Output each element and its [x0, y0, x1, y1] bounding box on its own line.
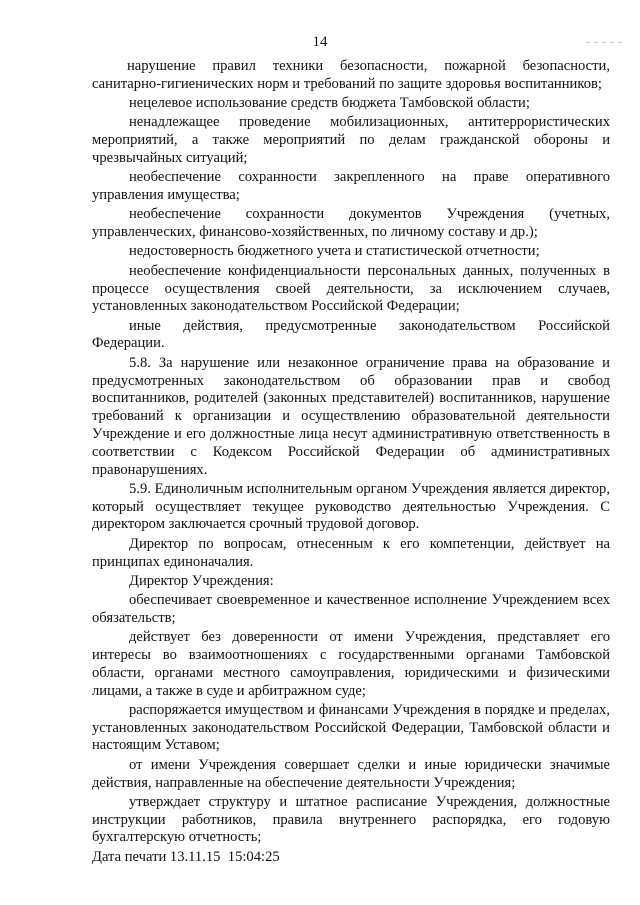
scan-artifact: [586, 42, 626, 43]
paragraph-section-5-9: 5.9. Единоличным исполнительным органом Учреждения является директор, который осуществляет текущее руководство деятельностью Учреждения. С директором заключается срочный трудовой договор.: [92, 480, 610, 533]
print-date-footer: Дата печати 13.11.15 15:04:25: [92, 849, 280, 865]
paragraph: ненадлежащее проведение мобилизационных, антитеррористических мероприятий, а также мероприятий по делам гражданской обороны и чрезвычайных ситуаций;: [92, 114, 610, 166]
paragraph: нецелевое использование средств бюджета Тамбовской области;: [129, 95, 530, 112]
paragraph: от имени Учреждения совершает сделки и иные юридически значимые действия, направленные на обеспечение деятельности Учреждения;: [92, 756, 610, 791]
paragraph: иные действия, предусмотренные законодательством Российской Федерации.: [92, 317, 610, 352]
paragraph: Директор Учреждения:: [129, 572, 274, 589]
paragraph: утверждает структуру и штатное расписание Учреждения, должностные инструкции работников, правила внутреннего распорядка, его годовую бухгалтерскую отчетность;: [92, 793, 610, 846]
paragraph: обеспечивает своевременное и качественное исполнение Учреждением всех обязательств;: [92, 592, 610, 626]
paragraph: необеспечение конфиденциальности персональных данных, полученных в процессе осуществления своей деятельности, за исключением случаев, установленных законодательством Российской Федерации;: [92, 262, 610, 315]
paragraph: необеспечение сохранности документов Учреждения (учетных, управленческих, финансово-хозяйственных, по личному составу и др.);: [92, 206, 610, 241]
page-number: 14: [312, 34, 328, 50]
paragraph-section-5-8: 5.8. За нарушение или незаконное ограничение права на образование и предусмотренных законодательством об образовании прав и свобод воспитанников, родителей (законных представителей) воспитанников, нарушение требований к организации и осуществлению образовательной деятельности Учреждение и его должностные лица несут административную ответственность в соответствии с Кодексом Российской Федерации об административных правонарушениях.: [92, 354, 610, 478]
paragraph: распоряжается имуществом и финансами Учреждения в порядке и пределах, установленных законодательством Российской Федерации, Тамбовской области и настоящим Уставом;: [92, 701, 610, 754]
document-body: [92, 58, 610, 849]
paragraph: необеспечение сохранности закрепленного на праве оперативного управления имущества;: [92, 169, 610, 204]
paragraph: недостоверность бюджетного учета и статистической отчетности;: [129, 243, 540, 260]
paragraph: нарушение правил техники безопасности, пожарной безопасности, санитарно-гигиенических норм и требований по защите здоровья воспитанников;: [92, 58, 610, 92]
paragraph: Директор по вопросам, отнесенным к его компетенции, действует на принципах единоначалия.: [92, 535, 610, 570]
paragraph: действует без доверенности от имени Учреждения, представляет его интересы во взаимоотношениях с государственными органами Тамбовской области, органами местного самоуправления, юридическими и физическими лицами, а также в суде и арбитражном суде;: [92, 629, 610, 699]
